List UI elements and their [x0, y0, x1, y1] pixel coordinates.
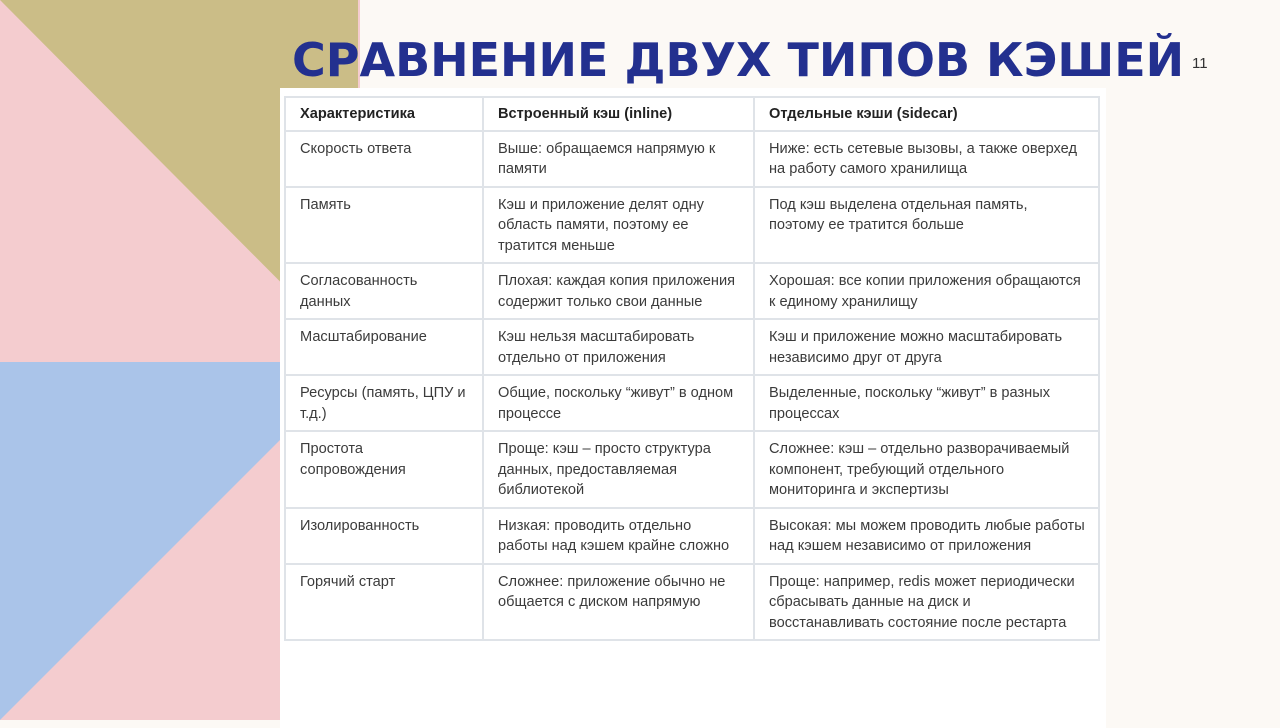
cell-inline: Кэш нельзя масштабировать отдельно от приложения	[483, 319, 754, 375]
cell-characteristic: Ресурсы (память, ЦПУ и т.д.)	[285, 375, 483, 431]
cell-sidecar: Кэш и приложение можно масштабировать независимо друг от друга	[754, 319, 1099, 375]
cell-characteristic: Память	[285, 187, 483, 264]
table-row	[285, 508, 1099, 564]
cell-sidecar: Хорошая: все копии приложения обращаются к единому хранилищу	[754, 263, 1099, 319]
cell-characteristic: Изолированность	[285, 508, 483, 564]
cell-sidecar: Ниже: есть сетевые вызовы, а также оверхед на работу самого хранилища	[754, 131, 1099, 187]
cell-characteristic: Согласованность данных	[285, 263, 483, 319]
cell-sidecar: Под кэш выделена отдельная память, поэтому ее тратится больше	[754, 187, 1099, 264]
cell-inline: Плохая: каждая копия приложения содержит только свои данные	[483, 263, 754, 319]
cell-inline: Сложнее: приложение обычно не общается с диском напрямую	[483, 564, 754, 641]
table-row	[285, 431, 1099, 508]
cell-characteristic: Простота сопровождения	[285, 431, 483, 508]
header-characteristic: Характеристика	[285, 97, 483, 131]
page-number: 11	[1192, 55, 1208, 72]
cell-inline: Кэш и приложение делят одну область памяти, поэтому ее тратится меньше	[483, 187, 754, 264]
table-header-row	[285, 97, 1099, 131]
table-row	[285, 131, 1099, 187]
table-row	[285, 187, 1099, 264]
cell-characteristic: Скорость ответа	[285, 131, 483, 187]
cell-sidecar: Выделенные, поскольку “живут” в разных процессах	[754, 375, 1099, 431]
cell-inline: Общие, поскольку “живут” в одном процессе	[483, 375, 754, 431]
slide-title: СРАВНЕНИЕ ДВУХ ТИПОВ КЭШЕЙ	[292, 33, 1185, 87]
cell-sidecar: Высокая: мы можем проводить любые работы над кэшем независимо от приложения	[754, 508, 1099, 564]
table-row	[285, 564, 1099, 641]
table-row	[285, 319, 1099, 375]
cell-characteristic: Масштабирование	[285, 319, 483, 375]
header-sidecar: Отдельные кэши (sidecar)	[754, 97, 1099, 131]
cell-characteristic: Горячий старт	[285, 564, 483, 641]
cell-inline: Низкая: проводить отдельно работы над кэшем крайне сложно	[483, 508, 754, 564]
comparison-table	[284, 96, 1100, 641]
table-row	[285, 375, 1099, 431]
header-inline: Встроенный кэш (inline)	[483, 97, 754, 131]
cell-inline: Проще: кэш – просто структура данных, предоставляемая библиотекой	[483, 431, 754, 508]
cell-sidecar: Сложнее: кэш – отдельно разворачиваемый компонент, требующий отдельного мониторинга и экспертизы	[754, 431, 1099, 508]
cell-inline: Выше: обращаемся напрямую к памяти	[483, 131, 754, 187]
table-row	[285, 263, 1099, 319]
comparison-table-container	[280, 88, 1106, 728]
cell-sidecar: Проще: например, redis может периодически сбрасывать данные на диск и восстанавливать состояние после рестарта	[754, 564, 1099, 641]
